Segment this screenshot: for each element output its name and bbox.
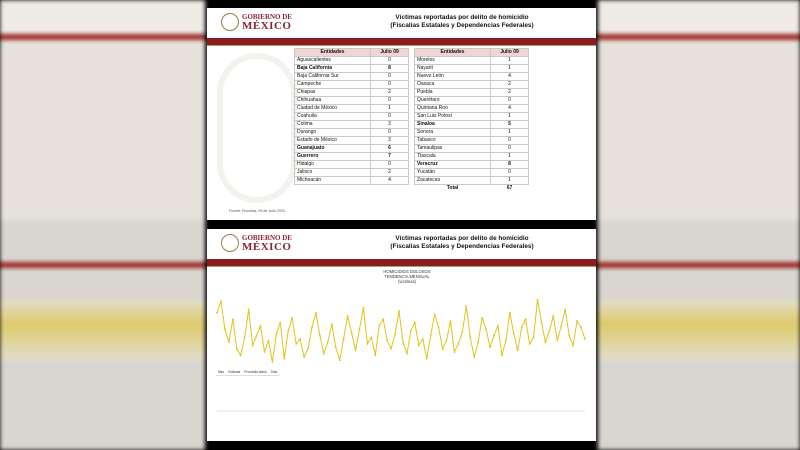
state-name: Guerrero <box>295 153 371 161</box>
brand-line2: MÉXICO <box>242 20 292 32</box>
state-name: Tlaxcala <box>415 153 491 161</box>
table-row <box>295 81 409 89</box>
victim-count: 0 <box>491 145 529 153</box>
table-row <box>415 73 529 81</box>
eagle-seal-icon <box>221 234 239 252</box>
victim-count: 0 <box>491 137 529 145</box>
data-point <box>343 338 345 340</box>
victim-count: 1 <box>491 129 529 137</box>
victim-count: 1 <box>491 65 529 73</box>
data-point <box>426 358 428 360</box>
state-name: Ciudad de México <box>295 105 371 113</box>
state-name: Colima <box>295 121 371 129</box>
table-row <box>295 65 409 73</box>
data-point <box>533 336 535 338</box>
table-row <box>295 89 409 97</box>
victim-count: 0 <box>371 129 409 137</box>
table-row <box>415 145 529 153</box>
victim-count: 2 <box>371 169 409 177</box>
data-point <box>252 345 254 347</box>
data-point <box>537 299 539 301</box>
state-name: Puebla <box>415 89 491 97</box>
victim-count: 3 <box>371 137 409 145</box>
monthly-summary-table <box>216 370 279 376</box>
table-row <box>295 153 409 161</box>
state-name: Sinaloa <box>415 121 491 129</box>
data-point <box>485 328 487 330</box>
state-name: Morelos <box>415 57 491 65</box>
blurred-background-right <box>598 0 800 450</box>
data-point <box>509 312 511 314</box>
data-point <box>545 341 547 343</box>
data-point <box>374 354 376 356</box>
trend-line-chart <box>213 287 589 417</box>
table-row <box>415 161 529 169</box>
data-point <box>580 327 582 329</box>
data-point <box>390 348 392 350</box>
data-point <box>454 351 456 353</box>
data-point <box>216 312 218 314</box>
title-line1: Víctimas reportadas por delito de homicidio <box>395 235 529 242</box>
table-row <box>415 57 529 65</box>
victim-count: 4 <box>371 177 409 185</box>
data-point <box>513 333 515 335</box>
data-point <box>351 331 353 333</box>
victim-count: 6 <box>371 145 409 153</box>
state-name: Campeche <box>295 81 371 89</box>
title-line2: (Fiscalías Estatales y Dependencias Federales) <box>390 22 534 29</box>
chart-title <box>357 269 457 284</box>
data-point <box>382 318 384 320</box>
state-name: Tamaulipas <box>415 145 491 153</box>
header-red-bar <box>207 259 596 266</box>
states-table-left <box>294 48 409 185</box>
data-point <box>410 330 412 332</box>
state-name: Jalisco <box>295 169 371 177</box>
data-point <box>319 335 321 337</box>
data-point <box>517 350 519 352</box>
brand-line2: MÉXICO <box>242 241 292 253</box>
data-point <box>260 325 262 327</box>
data-point <box>268 340 270 342</box>
data-point <box>568 335 570 337</box>
government-logo <box>221 13 292 31</box>
state-name: Michoacán <box>295 177 371 185</box>
table-row <box>295 137 409 145</box>
victim-count: 7 <box>371 153 409 161</box>
victim-count: 0 <box>371 57 409 65</box>
data-point <box>370 336 372 338</box>
victim-count: 2 <box>491 89 529 97</box>
state-name: Durango <box>295 129 371 137</box>
data-point <box>311 327 313 329</box>
table-row <box>415 169 529 177</box>
state-name: Baja California <box>295 65 371 73</box>
victim-count: 1 <box>491 57 529 65</box>
table-row <box>415 129 529 137</box>
table-row <box>415 81 529 89</box>
chart-title-line2: TENDENCIA MENSUAL <box>384 274 430 279</box>
title-line2: (Fiscalías Estatales y Dependencias Federales) <box>390 243 534 250</box>
mini-header-days: Días <box>270 370 278 375</box>
total-value: 67 <box>506 185 513 192</box>
table-row <box>295 73 409 81</box>
state-name: Guanajuato <box>295 145 371 153</box>
blurred-background-left <box>0 0 205 450</box>
data-point <box>398 310 400 312</box>
data-point <box>323 353 325 355</box>
data-point <box>497 325 499 327</box>
data-point <box>548 330 550 332</box>
data-point <box>303 356 305 358</box>
brand-line1: GOBIERNO DE <box>242 234 292 242</box>
data-point <box>434 313 436 315</box>
slide-header <box>207 8 596 38</box>
state-name: Veracruz <box>415 161 491 169</box>
state-name: Estado de México <box>295 137 371 145</box>
table-row <box>415 177 529 185</box>
data-point <box>525 318 527 320</box>
government-logo <box>221 234 292 252</box>
states-table-right <box>414 48 529 192</box>
data-point <box>283 358 285 360</box>
table-row <box>415 113 529 121</box>
state-name: Baja California Sur <box>295 73 371 81</box>
data-point <box>220 300 222 302</box>
victim-count: 8 <box>371 65 409 73</box>
data-point <box>299 338 301 340</box>
state-name: Oaxaca <box>415 81 491 89</box>
column-header-entidades: Entidades <box>295 49 371 57</box>
slide-header <box>207 229 596 259</box>
victim-count: 0 <box>371 73 409 81</box>
data-point <box>576 320 578 322</box>
victim-count: 5 <box>491 121 529 129</box>
state-name: Chihuahua <box>295 97 371 105</box>
data-point <box>287 330 289 332</box>
state-name: Coahuila <box>295 113 371 121</box>
column-header-date: Julio 09 <box>491 49 529 57</box>
data-point <box>572 345 574 347</box>
data-point <box>240 354 242 356</box>
victim-count: 1 <box>491 113 529 121</box>
data-point <box>461 331 463 333</box>
data-point <box>347 315 349 317</box>
data-point <box>366 343 368 345</box>
title-line1: Víctimas reportadas por delito de homicidio <box>395 14 529 21</box>
chart-title-line1: HOMICIDIOS DOLOSOS <box>383 269 431 274</box>
data-point <box>248 309 250 311</box>
total-row <box>415 185 529 193</box>
table-row <box>295 105 409 113</box>
data-point <box>275 333 277 335</box>
column-header-date: Julio 09 <box>371 49 409 57</box>
data-point <box>505 340 507 342</box>
victim-count: 2 <box>371 89 409 97</box>
state-name: Chiapas <box>295 89 371 97</box>
data-point <box>414 322 416 324</box>
table-row <box>415 105 529 113</box>
data-point <box>556 340 558 342</box>
state-name: Tabasco <box>415 137 491 145</box>
table-row <box>415 153 529 161</box>
table-row <box>415 97 529 105</box>
data-point <box>450 320 452 322</box>
victim-count: 0 <box>371 113 409 121</box>
data-point <box>394 333 396 335</box>
victim-count: 4 <box>491 105 529 113</box>
table-row <box>415 89 529 97</box>
chart-title-line3: (víctimas) <box>397 279 417 284</box>
total-label: Total <box>446 185 459 192</box>
state-name: Nayarit <box>415 65 491 73</box>
data-point <box>386 340 388 342</box>
data-point <box>295 343 297 345</box>
state-name: Quintana Roo <box>415 105 491 113</box>
header-red-bar <box>207 38 596 45</box>
state-name: Hidalgo <box>295 161 371 169</box>
data-point <box>493 335 495 337</box>
table-row <box>295 161 409 169</box>
data-point <box>489 346 491 348</box>
data-point <box>481 317 483 319</box>
table-row <box>295 129 409 137</box>
table-row <box>415 65 529 73</box>
data-point <box>560 325 562 327</box>
slide-title <box>372 14 552 30</box>
victim-count: 0 <box>371 97 409 105</box>
data-point <box>339 359 341 361</box>
state-name: San Luis Potosí <box>415 113 491 121</box>
data-point <box>331 323 333 325</box>
data-point <box>442 348 444 350</box>
victim-count: 2 <box>491 81 529 89</box>
data-point <box>291 317 293 319</box>
data-point <box>465 305 467 307</box>
data-point <box>469 336 471 338</box>
state-name: Querétaro <box>415 97 491 105</box>
data-point <box>236 348 238 350</box>
data-point <box>501 354 503 356</box>
victim-count: 8 <box>491 161 529 169</box>
data-point <box>446 340 448 342</box>
state-name: Zacatecas <box>415 177 491 185</box>
victim-count: 4 <box>491 73 529 81</box>
data-point <box>422 338 424 340</box>
table-row <box>295 145 409 153</box>
data-point <box>279 322 281 324</box>
slide-title <box>372 235 552 251</box>
header-gold-line <box>207 45 596 46</box>
brand-line1: GOBIERNO DE <box>242 13 292 21</box>
data-point <box>438 327 440 329</box>
victim-count: 1 <box>491 177 529 185</box>
series-line <box>217 300 585 362</box>
victim-count: 0 <box>371 81 409 89</box>
header-gold-line <box>207 266 596 267</box>
data-point <box>307 348 309 350</box>
table-row <box>295 121 409 129</box>
data-point <box>335 346 337 348</box>
data-point <box>529 343 531 345</box>
slide-homicide-by-state <box>207 8 596 220</box>
data-point <box>256 335 258 337</box>
data-point <box>457 343 459 345</box>
data-point <box>355 350 357 352</box>
source-footnote: Fuente: Fiscalías, 09 de Julio 2020. <box>229 209 286 213</box>
state-name: Aguascalientes <box>295 57 371 65</box>
mini-header-daily-average: Promedio diario <box>244 370 267 375</box>
data-point <box>228 341 230 343</box>
data-point <box>406 353 408 355</box>
state-name: Sonora <box>415 129 491 137</box>
data-point <box>232 318 234 320</box>
column-header-entidades: Entidades <box>415 49 491 57</box>
data-point <box>584 338 586 340</box>
eagle-seal-icon <box>221 13 239 31</box>
data-point <box>541 322 543 324</box>
state-name: Yucatán <box>415 169 491 177</box>
data-point <box>327 341 329 343</box>
data-point <box>402 341 404 343</box>
data-point <box>244 336 246 338</box>
data-point <box>552 315 554 317</box>
table-row <box>295 177 409 185</box>
victim-count: 0 <box>491 97 529 105</box>
slide-monthly-trend <box>207 229 596 441</box>
data-point <box>224 328 226 330</box>
table-row <box>295 113 409 121</box>
data-point <box>315 312 317 314</box>
mini-header-victims: Víctimas <box>228 370 241 375</box>
data-point <box>378 325 380 327</box>
data-point <box>473 356 475 358</box>
victim-count: 0 <box>371 161 409 169</box>
victim-count: 1 <box>491 153 529 161</box>
state-name: Nuevo León <box>415 73 491 81</box>
data-point <box>521 327 523 329</box>
watermark-pattern <box>217 53 297 203</box>
data-point <box>418 345 420 347</box>
table-row <box>295 97 409 105</box>
data-point <box>363 307 365 309</box>
table-row <box>415 121 529 129</box>
table-row <box>415 137 529 145</box>
table-row <box>295 57 409 65</box>
victim-count: 0 <box>491 169 529 177</box>
mini-header-month: Mes <box>218 370 225 375</box>
data-point <box>564 309 566 311</box>
data-point <box>359 328 361 330</box>
data-point <box>477 341 479 343</box>
data-point <box>264 351 266 353</box>
table-row <box>295 169 409 177</box>
data-point <box>271 361 273 363</box>
victim-count: 1 <box>371 105 409 113</box>
victim-count: 3 <box>371 121 409 129</box>
data-point <box>430 335 432 337</box>
